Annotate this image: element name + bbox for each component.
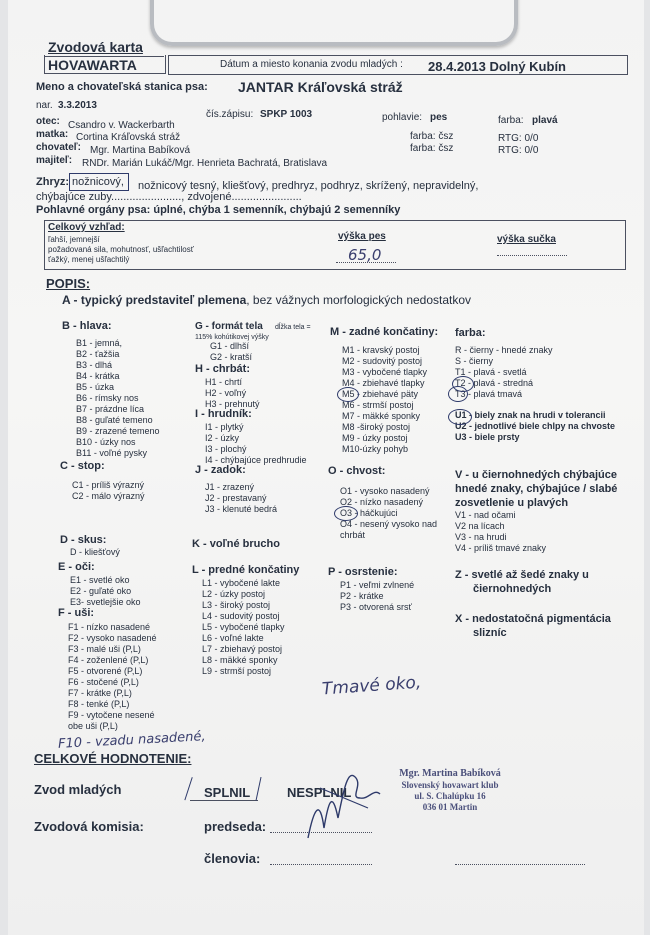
c-list [72,480,145,502]
x-head [455,612,611,640]
color-value: plavá [532,115,558,126]
f-item: F2 - vysoko nasadené [68,633,157,643]
j-head: J - zadok: [195,464,246,476]
m-item: M1 - kravský postoj [342,345,420,355]
m-item: M3 - vybočené tlapky [342,367,428,377]
height-male-value: 65,0 [348,246,382,264]
b-item: B9 - zrazené temeno [76,426,160,436]
f10-handwritten: F10 - vzadu nasadené, [57,729,206,752]
l-item: L4 - sudovitý postoj [202,611,280,621]
o-head: O - chvost: [328,465,386,477]
dog-name-label: Meno a chovateľská stanica psa: [36,81,208,93]
z-head-line: Z - svetlé až šedé znaky u [455,569,589,581]
missing-teeth: chýbajúce zuby......................., zdvojené....................... [36,191,302,203]
v-item: V1 - nad očami [455,510,516,520]
stamp-line: Slovenský hovawart klub [401,780,499,790]
father-label: otec: [36,116,60,127]
v-item: V2 na lícach [455,521,505,531]
overall-rows [48,235,194,265]
b-item: B6 - rímsky nos [76,393,139,403]
g-list [210,341,252,363]
m-item: M6 - strmší postoj [342,400,414,410]
b-item: B10 - úzky nos [76,437,136,447]
h-item: H3 - prehnutý [205,399,260,409]
e-item: E2 - guľaté oko [70,586,132,596]
breed-box [44,55,166,74]
c-item: C2 - málo výrazný [72,491,145,501]
v-head-line: hnedé znaky, chýbajúce / slabé [455,483,618,495]
h-list [205,377,260,410]
height-male-label: výška pes [338,231,386,242]
z-head-line: čiernohnedých [473,583,552,595]
sex-label: pohlavie: [382,112,423,123]
i-list [205,422,307,466]
fail-label: NESPLNIL [287,785,352,800]
v-head [455,468,617,510]
i-item: I1 - plytký [205,422,244,432]
v-list [455,510,546,554]
birth-value: 3.3.2013 [58,100,97,111]
father-rtg: RTG: 0/0 [498,133,539,144]
f-item: F7 - krátke (P,L) [68,688,132,698]
f-item: F8 - tenké (P,L) [68,699,130,709]
l-item: L5 - vybočené tlapky [202,622,285,632]
u-item: U1 - biely znak na hrudi v tolerancii [455,410,606,420]
genitals: Pohlavné orgány psa: úplné, chýba 1 semenník, chýbajú 2 semenníky [36,204,401,216]
date-place-value: 28.4.2013 Dolný Kubín [428,59,566,74]
b-item: B8 - guľaté temeno [76,415,153,425]
g-item: G1 - dlhší [210,341,250,351]
b-item: B4 - krátka [76,371,120,381]
overall-row-ideal: požadovaná sila, mohutnosť, ušľachtilosť [48,245,194,254]
stamp-line: Mgr. Martina Babíková [399,768,501,779]
breeder-value: Mgr. Martina Babíková [90,145,191,156]
b-item: B1 - jemná, [76,338,123,348]
d-list [70,547,120,558]
breeder-label: chovateľ: [36,142,81,153]
teeth-options: nožnicový tesný, kliešťový, predhryz, podhryz, skrížený, nepravidelný, [138,180,479,192]
u1-circle [448,409,472,425]
j-item: J2 - prestavaný [205,493,267,503]
dog-name-value: JANTAR Kráľovská stráž [238,79,403,95]
overall-row-light: ľahší, jemnejší [48,235,100,244]
b-list [76,338,160,459]
member-signature-line-1 [270,864,372,865]
pass-underline [190,800,258,801]
o-item: O3 - háčkujúci [340,508,398,518]
reg-value: SPKP 1003 [260,109,313,120]
father-value: Csandro v. Wackerbarth [68,120,175,131]
l-head: L - predné končatiny [192,564,300,576]
m-item: M10-úzky pohyb [342,444,409,454]
owner-value: RNDr. Marián Lukáč/Mgr. Henrieta Bachratá, Bratislava [82,158,328,169]
father-color: farba: čsz [410,131,454,142]
section-a-bold: A - typický predstaviteľ plemena [62,293,247,307]
h-item: H2 - voľný [205,388,247,398]
section-a-rest: , bez vážnych morfologických nedostatkov [246,293,472,307]
o-item: O2 - nízko nasadený [340,497,424,507]
v-head-line: zosvetlenie u plavých [455,497,569,509]
g-item: G2 - kratší [210,352,253,362]
f-item: F3 - malé uši (P,L) [68,644,141,654]
l-item: L9 - strmší postoj [202,666,272,676]
b-item: B11 - voľné pysky [76,448,147,458]
b-head: B - hlava: [62,320,112,332]
i-item: I4 - chýbajúce predhrudie [205,455,307,465]
b-item: B5 - úzka [76,382,115,392]
chair-label: predseda: [204,819,267,834]
d-item: D - kliešťový [70,547,120,557]
e-head: E - oči: [58,561,95,573]
d-head: D - skus: [60,534,107,546]
farba-item: R - čierny - hnedé znaky [455,345,553,355]
o-item: chrbát [340,530,366,540]
m-item: M2 - sudovitý postoj [342,356,423,366]
p-item: P2 - krátke [340,591,384,601]
e-list [70,575,141,608]
o-item: O4 - nesený vysoko nad [340,519,438,529]
teeth-selected-box [69,173,129,191]
teeth-label: Zhryz: [36,176,69,188]
e-item: E1 - svetlé oko [70,575,130,585]
b-item: B7 - prázdne líca [76,404,145,414]
f-list [68,622,157,732]
mother-rtg: RTG: 0/0 [498,145,539,156]
b-item: B2 - ťažšia [76,349,120,359]
p-head: P - osrstenie: [328,566,398,578]
g-head: G - formát tela [195,321,263,332]
sex-value: pes [430,112,448,123]
i-head: I - hrudník: [195,408,252,420]
v-item: V4 - príliš tmavé znaky [455,543,547,553]
reg-label: čís.zápisu: [206,109,254,120]
commission-label: Zvodová komisia: [34,819,144,834]
l-item: L8 - mäkké sponky [202,655,278,665]
breed-name: HOVAWARTA [48,57,137,73]
b-item: B3 - dlhá [76,360,113,370]
m-item: M8 -široký postoj [342,422,411,432]
f-item: F4 - zoženlené (P,L) [68,655,149,665]
form-title: Zvodová karta [48,39,143,55]
mother-value: Cortina Kráľovská stráž [76,132,181,143]
evaluation-title: CELKOVÉ HODNOTENIE: [34,751,192,766]
eyes-handwritten: Tmavé oko, [321,672,422,700]
farba-item: S - čierny [455,356,494,366]
color-label: farba: [498,115,524,126]
m-item: M5 - zbiehavé päty [342,389,419,399]
pass-label: SPLNIL [204,785,251,800]
i-item: I3 - plochý [205,444,247,454]
section-a [62,294,471,306]
mother-color: farba: čsz [410,143,454,154]
l-list [202,578,285,677]
o3-circle [334,506,358,521]
m-head: M - zadné končatiny: [330,326,439,338]
f-item: F1 - nízko nasadené [68,622,151,632]
p-list [340,580,414,613]
u-item: U2 - jednotlivé biele chlpy na chvoste [455,421,616,431]
g-note2: 115% kohútikovej výšky [195,334,269,341]
o-item: O1 - vysoko nasadený [340,486,430,496]
x-head-line: slizníc [473,627,507,639]
stamp [380,768,520,813]
overall-title: Celkový vzhľad: [48,222,125,233]
teeth-selected: nožnicový, [72,176,124,188]
date-place-label: Dátum a miesto konania zvodu mladých : [220,59,403,70]
popis-label: POPIS: [46,276,91,291]
farba-item: T1 - plavá - svetlá [455,367,527,377]
p-item: P1 - veľmi zvlnené [340,580,415,590]
m5-circle [337,387,359,402]
m-item: M7 - mäkké sponky [342,411,421,421]
f-item: obe uši (P,L) [68,721,118,731]
mother-label: matka: [36,129,69,140]
farba-list [455,345,553,400]
v-head-line: V - u čiernohnedých chýbajúce [455,469,617,481]
j-list [205,482,277,515]
m-item: M9 - úzky postoj [342,433,408,443]
owner-label: majiteľ: [36,155,73,166]
overall-row-heavy: ťažký, menej ušľachtilý [48,255,130,264]
c-head: C - stop: [60,460,105,472]
l-item: L2 - úzky postoj [202,589,266,599]
f-item: F6 - stočené (P,L) [68,677,139,687]
l-item: L1 - vybočené lakte [202,578,281,588]
m-item: M4 - zbiehavé tlapky [342,378,425,388]
h-head: H - chrbát: [195,363,250,375]
k-head: K - voľné brucho [192,538,280,550]
t3-circle [448,386,468,402]
stamp-line: 036 01 Martin [422,802,478,812]
farba-item: T3 - plavá tmavá [455,389,523,399]
z-head [455,568,589,596]
member-signature-line-2 [455,864,585,865]
young-label: Zvod mladých [34,782,122,797]
p-item: P3 - otvorená srsť [340,602,412,612]
clipboard-clip [150,0,518,46]
i-item: I2 - úzky [205,433,240,443]
height-male-line [336,262,396,263]
g-note1: dĺžka tela = [275,324,311,331]
u-list [455,410,615,443]
birth-label: nar. [36,100,53,111]
j-item: J1 - zrazený [205,482,255,492]
e-item: E3- svetlejšie oko [70,597,141,607]
f-head: F - uši: [58,607,95,619]
signature [290,758,390,848]
u-item: U3 - biele prsty [455,432,520,442]
height-female-label: výška sučka [497,234,556,245]
height-female-line [497,255,567,256]
l-item: L3 - široký postoj [202,600,271,610]
members-label: členovia: [204,851,261,866]
j-item: J3 - klenuté bedrá [205,504,278,514]
farba-item: T2 - plavá - stredná [455,378,534,388]
f-item: F9 - vytočene nesené [68,710,155,720]
l-item: L6 - voľné lakte [202,633,264,643]
x-head-line: X - nedostatočná pigmentácia [455,613,611,625]
c-item: C1 - príliš výrazný [72,480,145,490]
l-item: L7 - zbiehavý postoj [202,644,283,654]
stamp-line: ul. S. Chalúpku 16 [414,791,486,801]
farba-head: farba: [455,327,486,339]
h-item: H1 - chrtí [205,377,243,387]
v-item: V3 - na hrudi [455,532,507,542]
f-item: F5 - otvorené (P,L) [68,666,143,676]
